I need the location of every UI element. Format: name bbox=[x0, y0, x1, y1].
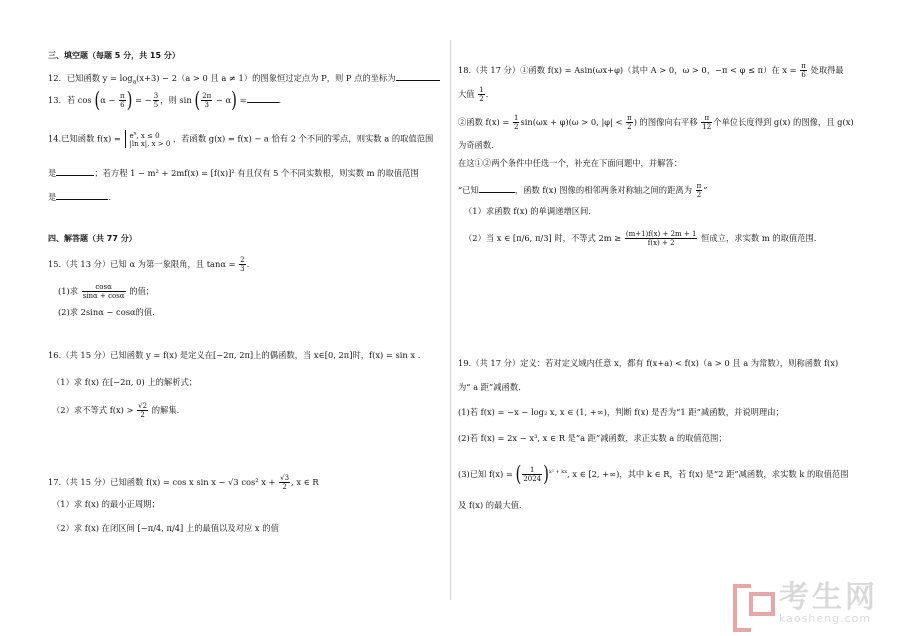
answer-blank[interactable] bbox=[56, 191, 108, 200]
watermark-url: kaosheng.com bbox=[779, 612, 872, 625]
kaosheng-logo-icon bbox=[729, 582, 773, 626]
question-18-prompt: “已知 ，函数 f(x) 图像的相邻两条对称轴之间的距离为 $\frac{\pi}{2}$ ” bbox=[458, 182, 708, 199]
question-19-line-2: 为“ a 距”减函数. bbox=[458, 382, 521, 392]
watermark-logo bbox=[729, 582, 878, 626]
question-16-part-1: （1）求 f(x) 在[−2π, 0) 上的解析式； bbox=[52, 377, 198, 387]
question-19-line-6: 及 f(x) 的最大值. bbox=[458, 500, 522, 510]
answer-blank[interactable] bbox=[56, 167, 94, 176]
question-19-part-3: (3)已知 f(x) = ( $\frac{1}{2024}$ )$^{x^2 + kx}$, x ∈ [2, +∞)，其中 k ∈ R，若 f(x) 是“2 距”减函数，求实数 k 的取值范围 bbox=[458, 461, 849, 487]
question-15: 15.（共 13 分）已知 α 为第一象限角，且 tanα = $\frac{2}{3}$ . bbox=[48, 256, 250, 273]
question-15-part-2: (2)求 2sinα − cosα的值. bbox=[58, 307, 155, 317]
question-18-condition-2: ②函数 f(x) = $\frac{1}{2}$ sin(ωx + φ)(ω > 0, |φ| < $\frac{\pi}{2}$ ) 的图像向右平移 $\frac{\pi}{12}$ 个单位长度得到 g(x) 的图像，且 g(x) bbox=[458, 114, 854, 131]
question-19-part-2: (2)若 f(x) = 2x − x³, x ∈ R 是“a 距”减函数，求正实数 a 的取值范围； bbox=[458, 433, 727, 443]
section-4-heading: 四、解答题（共 77 分） bbox=[48, 234, 137, 243]
question-18-part-2: （2）当 x ∈ [π/6, π/3] 时，不等式 2m ≥ $\frac{(m+1)f(x) + 2m + 1}{f(x) + 2}$ 恒成立，求实数 m 的取值范围. bbox=[464, 230, 817, 247]
column-divider bbox=[450, 40, 451, 600]
question-14-line-2: 是 ；若方程 1 − m² + 2mf(x) = [f(x)]² 有且仅有 5 个不同实数根，则实数 m 的取值范围 bbox=[48, 168, 419, 178]
question-14-line-3: 是 . bbox=[48, 192, 111, 202]
question-18-line-2: 大值 $\frac{1}{2}$ . bbox=[458, 86, 489, 103]
question-18: 18.（共 17 分）①函数 f(x) = Asin(ωx+φ)（其中 A > 0，ω > 0，−π < φ ≤ π）在 x = $\frac{\pi}{6}$ 处取得最 bbox=[458, 62, 844, 79]
question-16: 16.（共 15 分）已知函数 y = f(x) 是定义在[−2π, 2π]上的偶函数，当 x∈[0, 2π]时，f(x) = sin x . bbox=[48, 350, 421, 360]
question-14: 14.已知函数 $f(x) = e^x$, x ≤ 0 |ln x|, x > 0 ，若函数 g(x) = f(x) − a 恰有 2 个不同的零点，则实数 a 的取值范围 bbox=[48, 131, 434, 149]
question-18-part-1: （1）求函数 f(x) 的单调递增区间. bbox=[464, 206, 591, 216]
question-15-part-1: (1)求 $\frac{\cos\alpha}{\sin\alpha + \cos\alpha}$ 的值； bbox=[58, 283, 155, 300]
question-17-part-1: （1）求 f(x) 的最小正周期； bbox=[52, 499, 160, 509]
question-17: 17.（共 15 分）已知函数 f(x) = cos x sin x − √3 cos² x + $\frac{√3}{2}$ , x ∈ R bbox=[48, 474, 319, 491]
question-19-part-1: (1)若 f(x) = −x − log₂ x, x ∈ (1, +∞)，判断 f(x) 是否为“1 距”减函数，并说明理由； bbox=[458, 407, 784, 417]
question-18-line-4: 为奇函数. bbox=[458, 140, 494, 150]
question-18-instruction: 在这①②两个条件中任选一个，补充在下面问题中，并解答： bbox=[458, 158, 683, 168]
question-16-part-2: （2）求不等式 f(x) > $\frac{√2}{2}$ 的解集. bbox=[52, 402, 180, 419]
watermark-text: 考生网 bbox=[779, 580, 878, 615]
question-17-part-2: （2）求 f(x) 在闭区间 [−π/4, π/4] 上的最值以及对应 x 的值 bbox=[52, 523, 279, 533]
question-12: 12．已知函数 $y = \log_a(x+3) - 2(a > 0$ 且 a ≠ 1）的图象恒过定点为 P，则 P 点的坐标为 bbox=[48, 72, 440, 88]
section-3-heading: 三、填空题（每题 5 分，共 15 分） bbox=[48, 51, 180, 60]
question-13: 13．若 cos (α − $\frac{\pi}{6}$ ) = − $\frac{3}{5}$ ，则 sin ( $\frac{2\pi}{3}$ − α) = . bbox=[48, 87, 282, 113]
answer-blank[interactable] bbox=[396, 72, 440, 81]
question-19: 19.（共 17 分）定义：若对定义域内任意 x，都有 f(x+a) < f(x)（a > 0 且 a 为常数），则称函数 f(x) bbox=[458, 358, 839, 368]
answer-blank[interactable] bbox=[479, 184, 515, 193]
piecewise-brace: $e^x$, x ≤ 0 |ln x|, x > 0 bbox=[125, 130, 170, 148]
answer-blank[interactable] bbox=[247, 94, 279, 103]
